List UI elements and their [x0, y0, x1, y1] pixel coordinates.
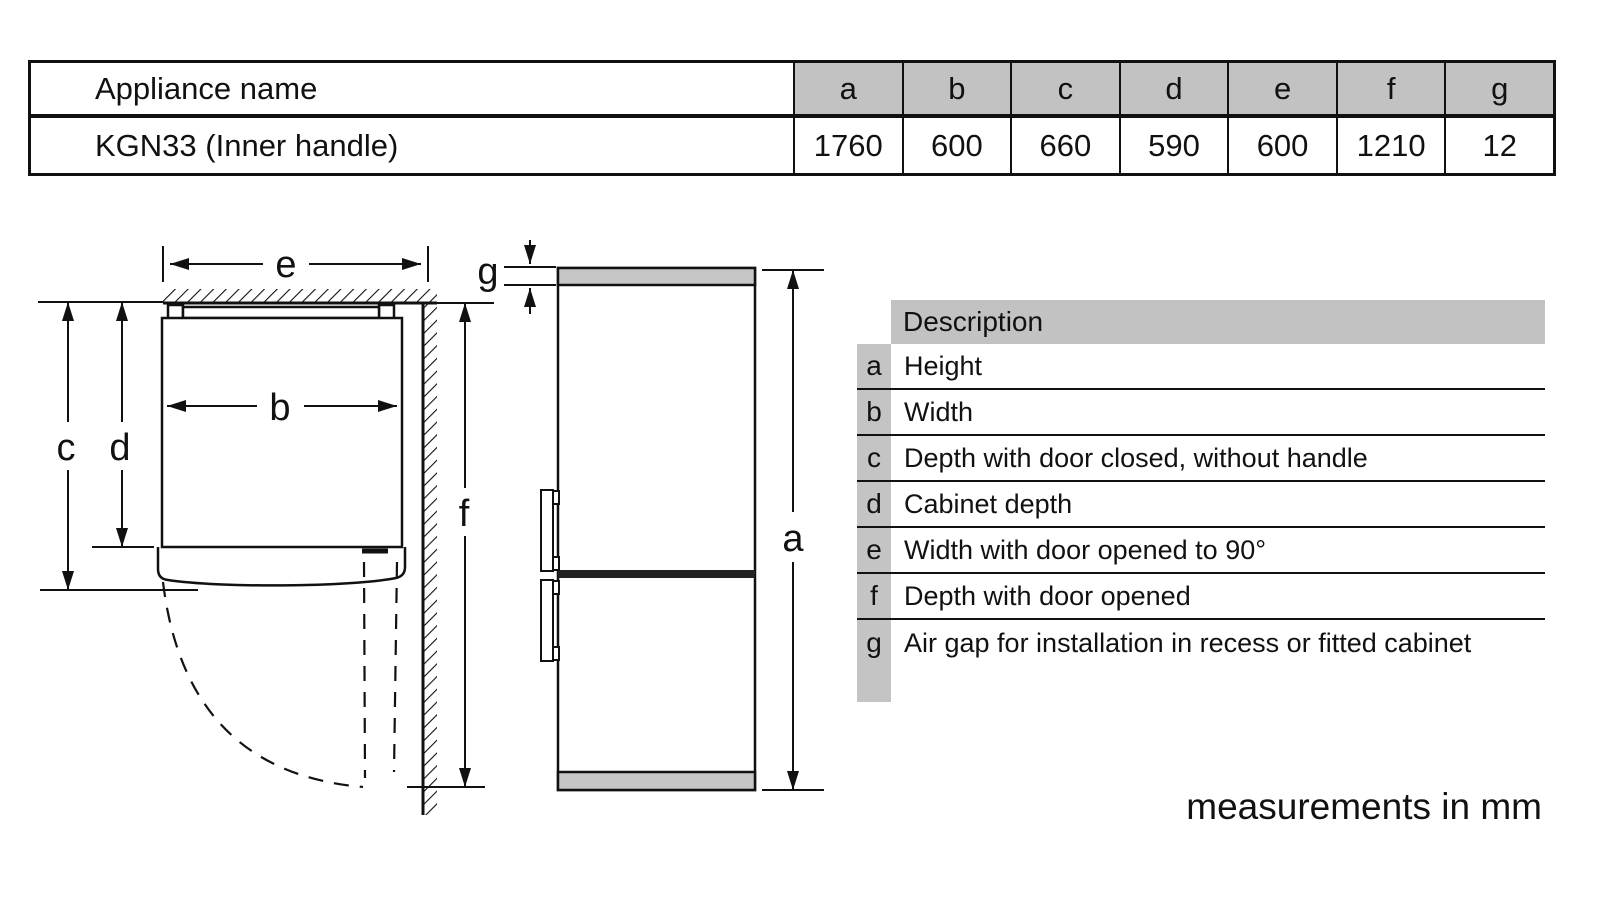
appliance-name-value: KGN33 (Inner handle) — [95, 127, 399, 163]
desc-tail-spacer — [891, 666, 1545, 702]
upper-door-handle — [541, 490, 553, 571]
desc-label-c: Depth with door closed, without handle — [891, 436, 1545, 482]
front-view-drawing — [440, 230, 860, 860]
dim-col-header-g: g — [1444, 63, 1553, 118]
dim-col-header-f: f — [1336, 63, 1445, 118]
lower-door-handle — [541, 580, 553, 661]
dim-value-b: 600 — [902, 118, 1011, 173]
fridge-top-panel — [558, 268, 755, 285]
dim-value-a: 1760 — [793, 118, 902, 173]
dim-label-c: c — [56, 427, 76, 469]
units-note: measurements in mm — [1186, 786, 1542, 827]
dim-col-header-a: a — [793, 63, 902, 118]
cabinet-body — [162, 318, 402, 547]
fridge-plinth — [558, 772, 755, 790]
dim-label-b: b — [269, 387, 291, 429]
desc-label-a: Height — [891, 344, 1545, 390]
dim-label-f: f — [458, 493, 470, 535]
desc-header: Description — [891, 300, 1545, 344]
desc-key-c: c — [857, 436, 891, 482]
dim-label-a: a — [782, 518, 804, 560]
door-swing-arc — [163, 582, 363, 787]
desc-key-b: b — [857, 390, 891, 436]
desc-key-d: d — [857, 482, 891, 528]
description-table — [857, 300, 1545, 702]
desc-label-b: Width — [891, 390, 1545, 436]
dim-label-e: e — [275, 244, 297, 286]
door-open-edge-left — [364, 562, 365, 778]
dim-col-header-c: c — [1010, 63, 1119, 118]
door-open-edge-right — [394, 562, 397, 772]
wall-right-hatch — [423, 303, 437, 815]
dim-label-g: g — [477, 251, 499, 293]
dim-value-c: 660 — [1010, 118, 1119, 173]
fridge-outline — [558, 268, 755, 790]
door-divider — [558, 570, 755, 578]
desc-key-e: e — [857, 528, 891, 574]
dim-value-g: 12 — [1444, 118, 1553, 173]
cabinet-back-bar — [183, 307, 379, 318]
dim-col-header-d: d — [1119, 63, 1228, 118]
dim-col-header-e: e — [1227, 63, 1336, 118]
desc-header-spacer — [857, 300, 891, 344]
desc-label-f: Depth with door opened — [891, 574, 1545, 620]
dim-col-header-b: b — [902, 63, 1011, 118]
desc-key-column-tail — [857, 666, 891, 702]
appliance-name-header: Appliance name — [31, 63, 793, 118]
dim-value-e: 600 — [1227, 118, 1336, 173]
dim-value-f: 1210 — [1336, 118, 1445, 173]
desc-label-e: Width with door opened to 90° — [891, 528, 1545, 574]
dim-label-d: d — [109, 427, 131, 469]
wall-top-hatch — [163, 289, 437, 303]
desc-key-a: a — [857, 344, 891, 390]
desc-key-f: f — [857, 574, 891, 620]
desc-label-d: Cabinet depth — [891, 482, 1545, 528]
dim-value-d: 590 — [1119, 118, 1228, 173]
desc-key-g: g — [857, 620, 891, 666]
desc-label-g: Air gap for installation in recess or fitted cabinet — [904, 627, 1472, 658]
dimension-table — [28, 60, 1556, 176]
